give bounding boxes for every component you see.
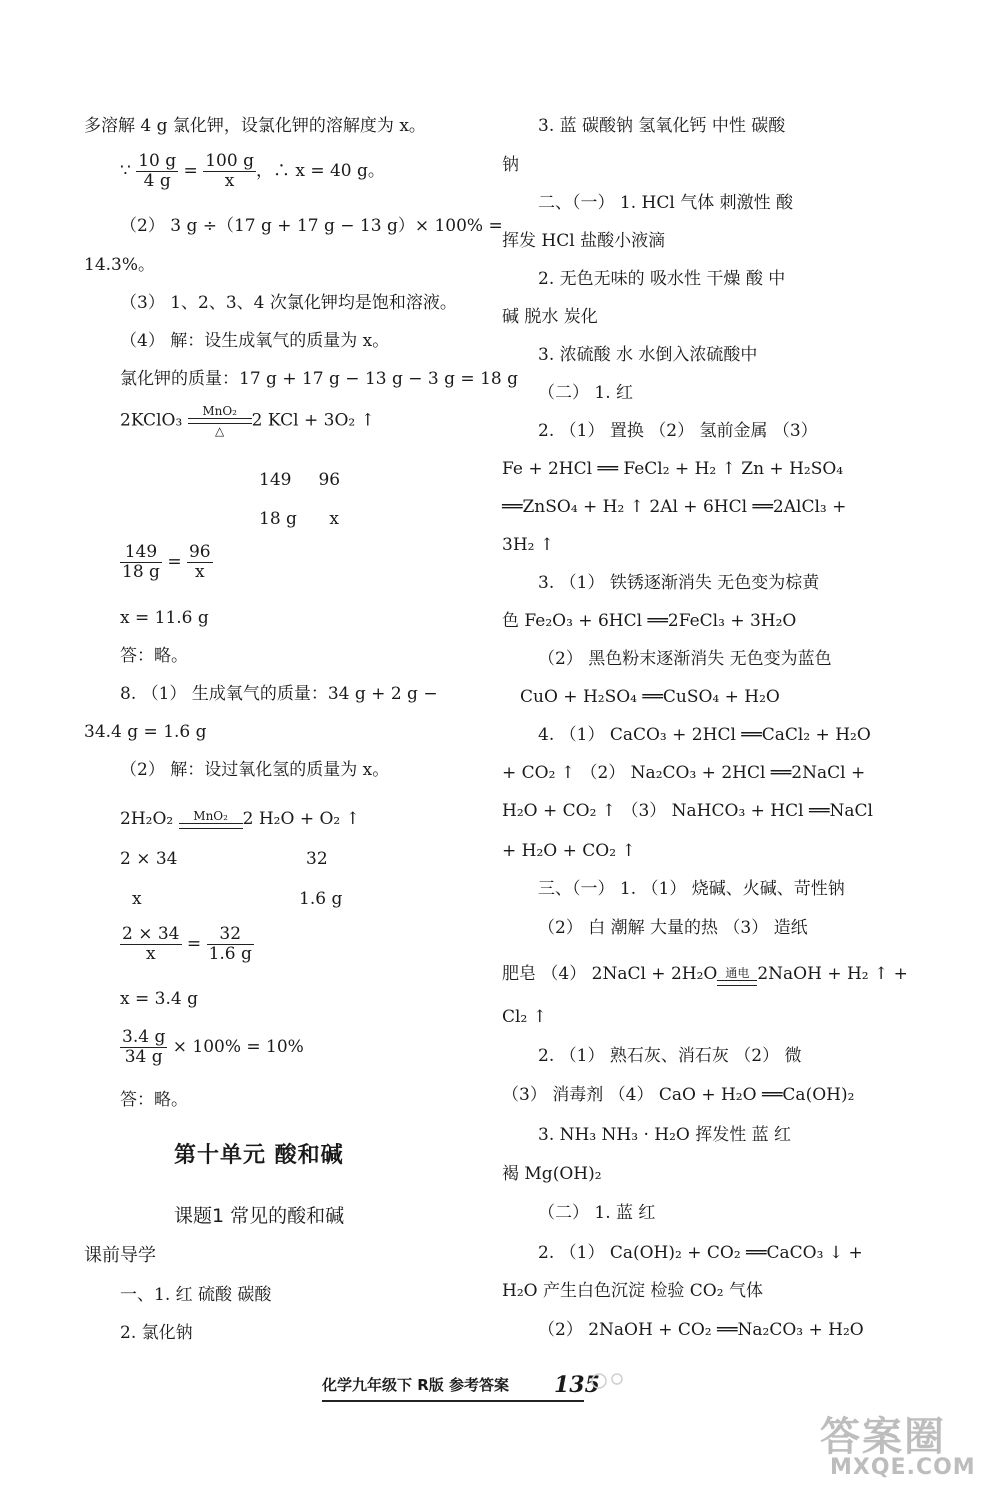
lesson-title: 课题1 常见的酸和碱 — [174, 1205, 345, 1227]
condition: 通电 — [725, 966, 750, 980]
text-line: + H₂O + CO₂ ↑ — [502, 841, 636, 861]
text: = — [181, 934, 207, 954]
denominator: x — [145, 944, 156, 964]
sun-decoration-icon — [585, 1365, 629, 1391]
text-line: 8. （1） 生成氧气的质量：34 g + 2 g − — [120, 684, 438, 704]
numerator: 149 — [120, 543, 162, 563]
text-line: （2） 黑色粉末逐渐消失 无色变为蓝色 — [538, 649, 832, 669]
text: = — [161, 552, 187, 572]
text-line: H₂O 产生白色沉淀 检验 CO₂ 气体 — [502, 1281, 763, 1301]
fraction-line — [120, 1028, 304, 1067]
text-line: ══ZnSO₄ + H₂ ↑ 2Al + 6HCl ══2AlCl₃ + — [502, 497, 847, 517]
text-line: 2. 无色无味的 吸水性 干燥 酸 中 — [538, 269, 786, 289]
fraction — [207, 925, 254, 964]
text-line: 三、（一） 1. （1） 烧碱、火碱、苛性钠 — [538, 879, 845, 899]
denominator: 34 g — [124, 1047, 163, 1067]
text-line: 一、1. 红 硫酸 碳酸 — [120, 1285, 272, 1305]
text-line: （3） 消毒剂 （4） CaO + H₂O ══Ca(OH)₂ — [502, 1085, 855, 1105]
denominator: x — [224, 171, 235, 191]
text: 2KClO₃ — [120, 410, 188, 431]
unit-title: 第十单元 酸和碱 — [174, 1143, 344, 1168]
text: ∵ — [120, 161, 137, 181]
fraction — [120, 543, 162, 582]
watermark-url: MXQE.COM — [830, 1455, 976, 1480]
text-line: （4） 解：设生成氧气的质量为 x。 — [120, 331, 390, 351]
condition: MnO₂ — [202, 404, 237, 418]
text-line: CuO + H₂SO₄ ══CuSO₄ + H₂O — [520, 687, 780, 707]
fraction — [136, 152, 178, 191]
text-line: H₂O + CO₂ ↑ （3） NaHCO₃ + HCl ══NaCl — [502, 801, 873, 821]
text-line: 2 × 34 — [120, 849, 178, 869]
text: 2H₂O₂ — [120, 809, 179, 829]
text-line: （3） 1、2、3、4 次氯化钾均是饱和溶液。 — [120, 293, 457, 313]
text-line: 32 — [306, 849, 328, 869]
text: 肥皂 （4） 2NaCl + 2H₂O — [502, 964, 718, 984]
text-line: 4. （1） CaCO₃ + 2HCl ══CaCl₂ + H₂O — [538, 725, 871, 745]
watermark-text: 答案圈 — [820, 1414, 946, 1460]
text-line: 3. NH₃ NH₃ · H₂O 挥发性 蓝 红 — [538, 1125, 792, 1145]
text-line: （二） 1. 红 — [538, 383, 634, 403]
text-line: 3H₂ ↑ — [502, 535, 555, 555]
text-line: Fe + 2HCl ══ FeCl₂ + H₂ ↑ Zn + H₂SO₄ — [502, 459, 844, 479]
section-heading: 课前导学 — [84, 1245, 156, 1266]
text: 2NaOH + H₂ ↑ + — [757, 964, 908, 984]
text-line: 1.6 g — [299, 889, 343, 909]
text-line: 钠 — [502, 155, 519, 175]
page-footer — [322, 1372, 600, 1406]
text-line: 3. （1） 铁锈逐渐消失 无色变为棕黄 — [538, 573, 820, 593]
text-line: 18 g x — [259, 509, 339, 529]
text-line: 二、（一） 1. HCl 气体 刺激性 酸 — [538, 193, 794, 213]
equation — [120, 806, 360, 832]
fraction-line — [120, 543, 213, 582]
fraction — [120, 925, 182, 964]
text-line: 2. （1） Ca(OH)₂ + CO₂ ══CaCO₃ ↓ + — [538, 1243, 863, 1263]
footer-rule — [322, 1400, 584, 1402]
text-line: 碱 脱水 炭化 — [502, 307, 598, 327]
text-line: （二） 1. 蓝 红 — [538, 1203, 656, 1223]
fraction — [120, 1028, 167, 1067]
text-line: 褐 Mg(OH)₂ — [502, 1164, 602, 1184]
text-line: 3. 浓硫酸 水 水倒入浓硫酸中 — [538, 345, 758, 365]
numerator: 3.4 g — [122, 1027, 166, 1047]
text-line: 14.3%。 — [84, 255, 156, 275]
fraction — [187, 543, 213, 582]
text-line: x — [132, 889, 142, 909]
text-line: 答：略。 — [120, 1090, 188, 1110]
text-line: 多溶解 4 g 氯化钾，设氯化钾的溶解度为 x。 — [84, 116, 426, 136]
footer-title: 化学九年级下 R版 参考答案 — [322, 1376, 509, 1394]
text-line: x = 11.6 g — [120, 608, 209, 628]
equation — [120, 405, 375, 437]
text-line: （2） 白 潮解 大量的热 （3） 造纸 — [538, 918, 808, 938]
text: = — [178, 161, 204, 181]
denominator: 18 g — [122, 562, 160, 582]
text-line: Cl₂ ↑ — [502, 1007, 547, 1027]
numerator: 2 × 34 — [122, 924, 180, 944]
reaction-arrow — [188, 405, 252, 437]
equation — [502, 961, 908, 987]
text-line: + CO₂ ↑ （2） Na₂CO₃ + 2HCl ══2NaCl + — [502, 763, 866, 783]
heat-symbol: △ — [215, 424, 225, 438]
reaction-arrow — [179, 810, 243, 830]
text-line: 2. （1） 熟石灰、消石灰 （2） 微 — [538, 1046, 802, 1066]
text-line: 2. 氯化钠 — [120, 1323, 193, 1343]
text-line: 挥发 HCl 盐酸小液滴 — [502, 231, 666, 251]
text-line: 3. 蓝 碳酸钠 氢氧化钙 中性 碳酸 — [538, 116, 786, 136]
text: 2 KCl + 3O₂ ↑ — [251, 410, 375, 431]
reaction-arrow — [717, 967, 757, 987]
text: × 100% = 10% — [167, 1037, 304, 1057]
text-line: 2. （1） 置换 （2） 氢前金属 （3） — [538, 421, 818, 441]
text: ，∴ x = 40 g。 — [255, 161, 385, 181]
text-line: （2） 3 g ÷（17 g + 17 g − 13 g）× 100% = — [120, 216, 503, 236]
text-line: 氯化钾的质量：17 g + 17 g − 13 g − 3 g = 18 g — [120, 369, 518, 389]
page-number: 135 — [554, 1372, 600, 1398]
denominator: x — [195, 562, 205, 582]
text-line: 149 96 — [259, 470, 341, 490]
text-line: 答：略。 — [120, 646, 188, 666]
fraction-line — [120, 152, 385, 191]
text-line: x = 3.4 g — [120, 989, 198, 1009]
condition: MnO₂ — [193, 808, 228, 823]
watermark-logo — [800, 1405, 990, 1485]
numerator: 96 — [188, 542, 211, 562]
fraction — [203, 152, 256, 191]
text-line: 色 Fe₂O₃ + 6HCl ══2FeCl₃ + 3H₂O — [502, 611, 797, 631]
text: 2 H₂O + O₂ ↑ — [242, 809, 360, 829]
numerator: 10 g — [138, 151, 177, 171]
denominator: 1.6 g — [208, 944, 252, 964]
numerator: 100 g — [205, 151, 254, 171]
denominator: 4 g — [143, 171, 171, 191]
fraction-line — [120, 925, 254, 964]
text-line: 34.4 g = 1.6 g — [84, 722, 207, 742]
numerator: 32 — [207, 925, 254, 945]
text-line: （2） 解：设过氧化氢的质量为 x。 — [120, 760, 390, 780]
text-line: （2） 2NaOH + CO₂ ══Na₂CO₃ + H₂O — [538, 1320, 864, 1340]
